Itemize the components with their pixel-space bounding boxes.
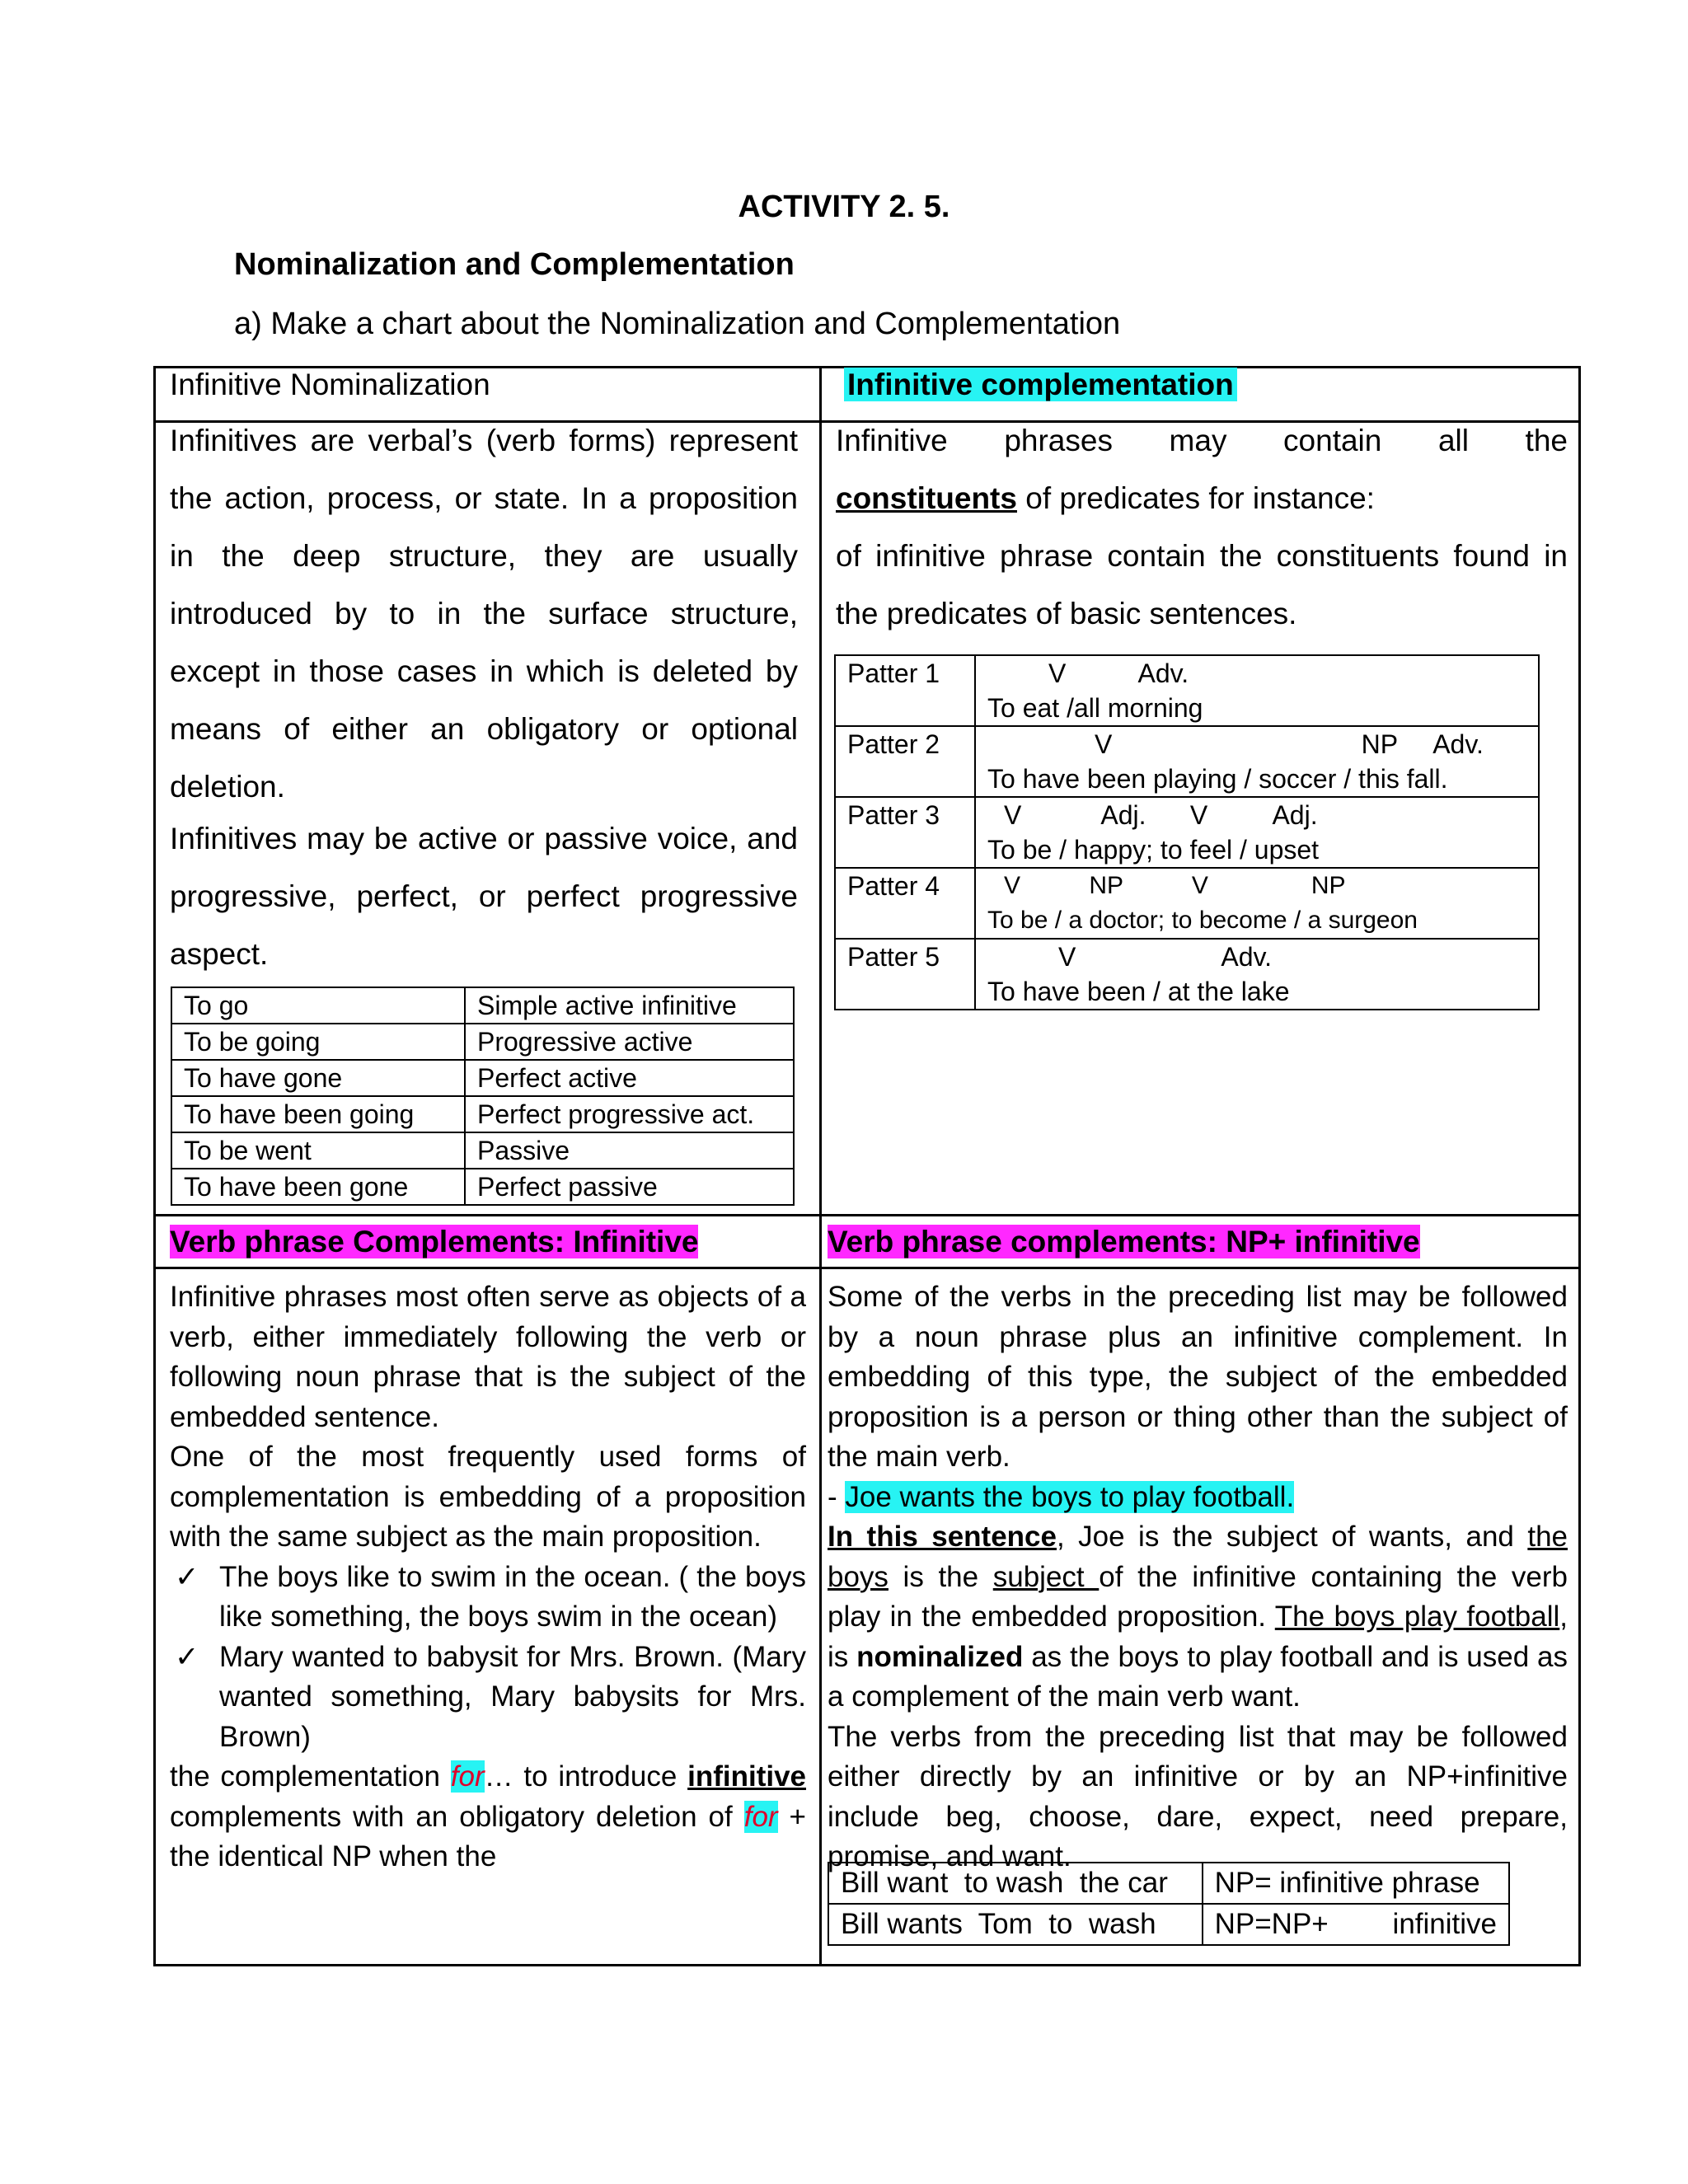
example-line [828,1478,1568,1518]
header-highlight: Verb phrase complements: NP+ infinitive [828,1225,1420,1258]
pattern-tags: V Adv. [1048,658,1189,688]
form-name-cell: Perfect progressive act. [465,1096,794,1132]
pattern-tags: V Adj. V Adj. [1004,800,1318,830]
form-cell: To have been gone [171,1169,465,1205]
page-subtitle: Nominalization and Complementation [234,247,795,282]
row-divider-2 [153,1214,1581,1216]
bill-right-cell: NP= infinitive phrase [1203,1863,1509,1904]
form-cell: To be going [171,1024,465,1060]
text-run: , is [828,1601,1568,1673]
form-cell: To be went [171,1132,465,1169]
header-infinitive-nominalization: Infinitive Nominalization [170,368,490,401]
pattern-label: Patter 4 [835,868,975,939]
table-row [171,1132,794,1169]
text-run: + the identical NP when the [170,1800,806,1872]
pattern-tags: V NP V NP [1004,872,1346,899]
form-cell: To go [171,987,465,1024]
text-run: as the boys to play football and is used as a complement of the main verb want. [828,1640,1568,1713]
table-row [835,655,1539,726]
table-row [835,868,1539,939]
complementation-line-1: Infinitive phrases may contain all the [836,424,1568,457]
header-vp-complements-np-infinitive [828,1221,1420,1263]
pattern-label: Patter 2 [835,726,975,797]
pattern-example: To eat /all morning [987,693,1203,723]
form-name-cell: Simple active infinitive [465,987,794,1024]
example-text: Mary wanted to babysit for Mrs. Brown. (Mary wanted something, Mary babysits for Mrs. Brown) [219,1640,806,1753]
table-row [835,726,1539,797]
dash: - [828,1480,846,1513]
form-name-cell: Perfect passive [465,1169,794,1205]
for-to-paragraph [170,1757,806,1877]
list-item [170,1638,806,1758]
example-highlight: Joe wants the boys to play football. [845,1480,1295,1513]
pattern-tags: V Adv. [1058,942,1273,972]
table-row [171,987,794,1024]
check-icon: ✓ [175,1640,199,1673]
complementation-line-2 [836,470,1568,527]
table-row [171,1169,794,1205]
list-item [170,1558,806,1638]
bottom-left-body [170,1277,806,1877]
example-list [170,1558,806,1758]
header-highlight: Infinitive complementation [844,368,1237,401]
row-divider-3 [153,1267,1581,1269]
header-infinitive-complementation [844,364,1237,405]
in-this-sentence: In this sentence [828,1521,1057,1553]
pattern-example: To have been / at the lake [987,977,1290,1006]
constituents-rest: of predicates for instance: [1016,481,1375,515]
header-vp-complements-infinitive [170,1221,698,1263]
table-row [828,1863,1509,1904]
pattern-tags: V NP Adv. [1095,729,1484,759]
complementation-line-3: of infinitive phrase contain the constituents found in the predicates of basic sentences. [836,539,1568,630]
text-run: is the [888,1560,993,1593]
text-run: , Joe is the subject of wants, and [1056,1521,1528,1553]
bill-left-cell: Bill want to wash the car [828,1863,1203,1904]
bill-table [828,1862,1510,1946]
pattern-example: To be / happy; to feel / upset [987,835,1320,865]
pattern-content [975,797,1539,868]
pattern-content [975,726,1539,797]
underlined-run: The boys play football [1274,1601,1560,1633]
nominalization-paragraph-2: Infinitives may be active or passive voice, and progressive, perfect, or perfect progressive aspect. [170,822,798,971]
pattern-example: To be / a doctor; to become / a surgeon [987,907,1418,934]
nominalization-paragraph-1: Infinitives are verbal’s (verb forms) represent the action, process, or state. In a proposition in the deep structure, they are usually introduced by to in the surface structure, except in those cases in which is deleted by means of either an obligatory or optional deletion. [170,424,798,804]
text-run: complements with an obligatory deletion of [170,1800,744,1833]
example-text: The boys like to swim in the ocean. ( the boys like something, the boys swim in the ocean) [219,1560,806,1633]
patterns-table [834,654,1540,1010]
bottom-right-body [828,1277,1568,1877]
infinitive-forms-table [171,987,795,1206]
table-row [828,1904,1509,1945]
bill-right-cell: NP=NP+ infinitive [1203,1904,1509,1945]
pattern-label: Patter 5 [835,939,975,1010]
column-divider [819,366,822,1966]
pattern-content [975,939,1539,1010]
bill-left-cell: Bill wants Tom to wash [828,1904,1203,1945]
form-cell: To have gone [171,1060,465,1096]
infinitive-term: infinitive [687,1760,807,1793]
text-run: the complementation [170,1760,451,1793]
table-row [835,939,1539,1010]
table-row [171,1096,794,1132]
for-highlight: for [743,1800,778,1833]
form-cell: To have been going [171,1096,465,1132]
pattern-example: To have been playing / soccer / this fall. [987,764,1448,794]
table-row [835,797,1539,868]
form-name-cell: Perfect active [465,1060,794,1096]
underlined-run: subject [992,1560,1100,1593]
constituents-term: constituents [836,481,1017,515]
np-paragraph-1: Some of the verbs in the preceding list may be followed by a noun phrase plus an infinitive complement. In embedding of this type, the subject of the embedded proposition is a person or thing other than the subject of the main verb. [828,1281,1568,1473]
pattern-content [975,868,1539,939]
table-row [171,1024,794,1060]
form-name-cell: Progressive active [465,1024,794,1060]
table-row [171,1060,794,1096]
text-run: … to introduce [484,1760,688,1793]
vp-paragraph-1: Infinitive phrases most often serve as objects of a verb, either immediately following the verb or following noun phrase that is the subject of the embedded sentence. [170,1281,806,1433]
nominalized-term: nominalized [856,1640,1024,1673]
check-icon: ✓ [175,1560,199,1593]
pattern-label: Patter 3 [835,797,975,868]
np-paragraph-3: The verbs from the preceding list that may be followed either directly by an infinitive or by an NP+infinitive include beg, choose, dare, expect, need prepare, promise, and want. [828,1720,1568,1872]
text-run: of the infinitive containing the verb play in the embedded proposition. [828,1560,1568,1633]
for-highlight: for [450,1760,485,1793]
underlined-run: the boys [828,1521,1568,1593]
page-title: ACTIVITY 2. 5. [738,190,950,224]
np-paragraph-2 [828,1517,1568,1718]
instruction: a) Make a chart about the Nominalization and Complementation [234,307,1121,341]
form-name-cell: Passive [465,1132,794,1169]
pattern-content [975,655,1539,726]
header-highlight: Verb phrase Complements: Infinitive [170,1225,699,1258]
pattern-label: Patter 1 [835,655,975,726]
vp-paragraph-2: One of the most frequently used forms of complementation is embedding of a proposition with the same subject as the main proposition. [170,1441,806,1553]
